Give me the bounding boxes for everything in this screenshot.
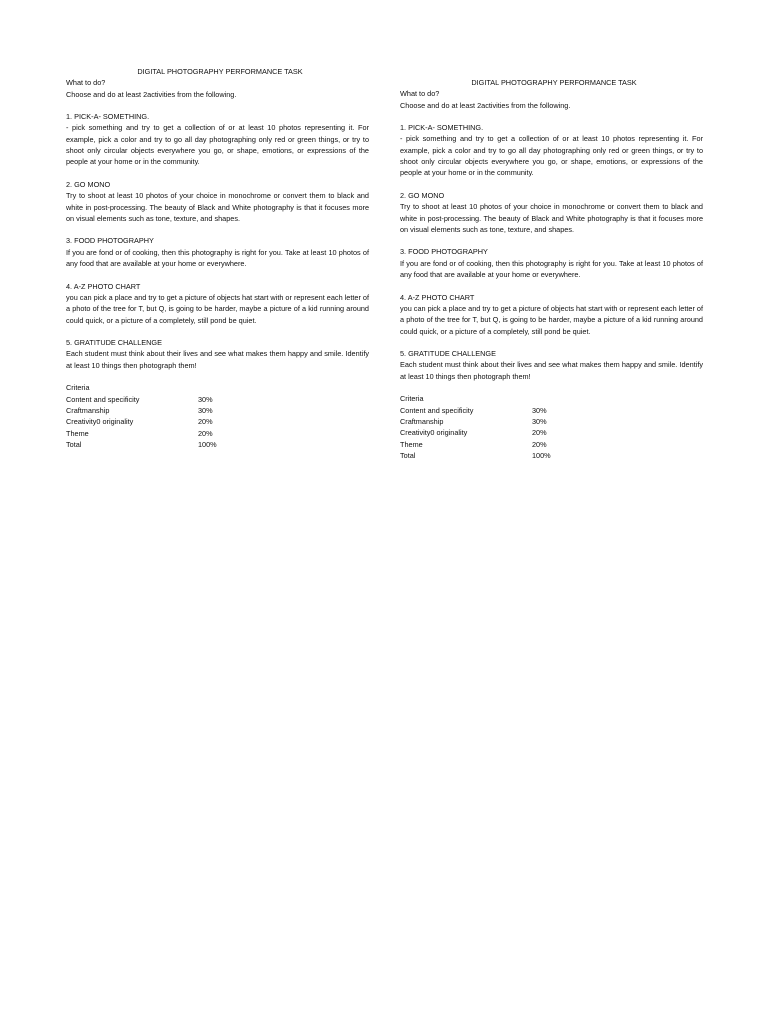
criteria-row [400,439,703,450]
criteria-weight: 30% [198,394,213,404]
criteria-name: Craftmanship [400,416,444,426]
criteria-row [66,405,369,416]
criteria-row [66,439,369,450]
criteria-weight: 30% [532,405,547,415]
activity-body: - pick something and try to get a collection of or at least 10 photos representing it. For example, pick a color and try to go all day photographing only red or green things, or try to shoot only circular objects everywhere you go, or shape, emotions, or expressions of the people at your home or in the community. [66,123,369,167]
document-copy-right [400,77,703,461]
criteria-row [66,416,369,427]
criteria-weight: 20% [532,428,547,438]
criteria-name: Theme [66,428,89,438]
criteria-weight: 30% [532,416,547,426]
criteria-name: Content and specificity [66,394,140,404]
criteria-row [400,405,703,416]
activity-body: Try to shoot at least 10 photos of your choice in monochrome or convert them to black and white in post-processing. The beauty of Black and White photography is that it focuses more on visual elements such as tone, texture, and shapes. [66,191,369,223]
activity-heading: 3. FOOD PHOTOGRAPHY [66,236,154,246]
criteria-weight: 30% [198,405,213,415]
criteria-heading: Criteria [400,394,424,404]
criteria-row [66,428,369,439]
activity-body: If you are fond or of cooking, then this photography is right for you. Take at least 10 photos of any food that are available at your home or everywhere. [66,247,369,269]
criteria-weight: 100% [532,450,551,460]
document-copy-left [66,66,369,450]
activity-body: - pick something and try to get a collection of or at least 10 photos representing it. For example, pick a color and try to go all day photographing only red or green things, or try to shoot only circular objects everywhere you go, or shape, emotions, or expressions of the people at your home or in the community. [400,134,703,178]
activity-heading: 5. GRATITUDE CHALLENGE [400,349,496,359]
activity-heading: 5. GRATITUDE CHALLENGE [66,338,162,348]
activity-body: you can pick a place and try to get a picture of objects hat start with or represent each letter of a photo of the tree for T, but Q, is going to be harder, maybe a picture of a kid running around could quick, or a picture of a completely, still pond be quiet. [400,303,703,336]
activity-heading: 4. A-Z PHOTO CHART [66,281,141,291]
activity-body: you can pick a place and try to get a picture of objects hat start with or represent each letter of a photo of the tree for T, but Q, is going to be harder, maybe a picture of a kid running around could quick, or a picture of a completely, still pond be quiet. [66,292,369,325]
activity-body: If you are fond or of cooking, then this photography is right for you. Take at least 10 photos of any food that are available at your home or everywhere. [400,258,703,280]
criteria-row [400,427,703,438]
criteria-name: Total [66,439,82,449]
criteria-weight: 20% [532,439,547,449]
criteria-row [400,416,703,427]
criteria-row [400,450,703,461]
criteria-weight: 20% [198,417,213,427]
what-to-do-label: What to do? [400,89,440,99]
criteria-name: Theme [400,439,423,449]
document-title: DIGITAL PHOTOGRAPHY PERFORMANCE TASK [471,78,637,87]
criteria-name: Content and specificity [400,405,474,415]
criteria-row [66,394,369,405]
criteria-weight: 20% [198,428,213,438]
criteria-heading: Criteria [66,383,90,393]
activity-body: Each student must think about their lives and see what makes them happy and smile. Identify at least 10 things then photograph them! [66,349,369,370]
criteria-name: Craftmanship [66,405,110,415]
activity-heading: 2. GO MONO [66,179,111,189]
activity-heading: 1. PICK-A- SOMETHING. [66,112,150,122]
document-title: DIGITAL PHOTOGRAPHY PERFORMANCE TASK [137,67,303,76]
activity-body: Try to shoot at least 10 photos of your choice in monochrome or convert them to black and white in post-processing. The beauty of Black and White photography is that it focuses more on visual elements such as tone, texture, and shapes. [400,202,703,234]
instruction-text: Choose and do at least 2activities from the following. [400,100,571,110]
activity-heading: 1. PICK-A- SOMETHING. [400,123,484,133]
activity-heading: 3. FOOD PHOTOGRAPHY [400,247,488,257]
criteria-name: Creativity0 originality [66,417,134,427]
activity-heading: 4. A-Z PHOTO CHART [400,292,475,302]
activity-heading: 2. GO MONO [400,190,445,200]
criteria-name: Creativity0 originality [400,428,468,438]
criteria-weight: 100% [198,439,217,449]
instruction-text: Choose and do at least 2activities from the following. [66,89,237,99]
activity-body: Each student must think about their lives and see what makes them happy and smile. Identify at least 10 things then photograph them! [400,360,703,381]
criteria-name: Total [400,450,416,460]
what-to-do-label: What to do? [66,78,106,88]
